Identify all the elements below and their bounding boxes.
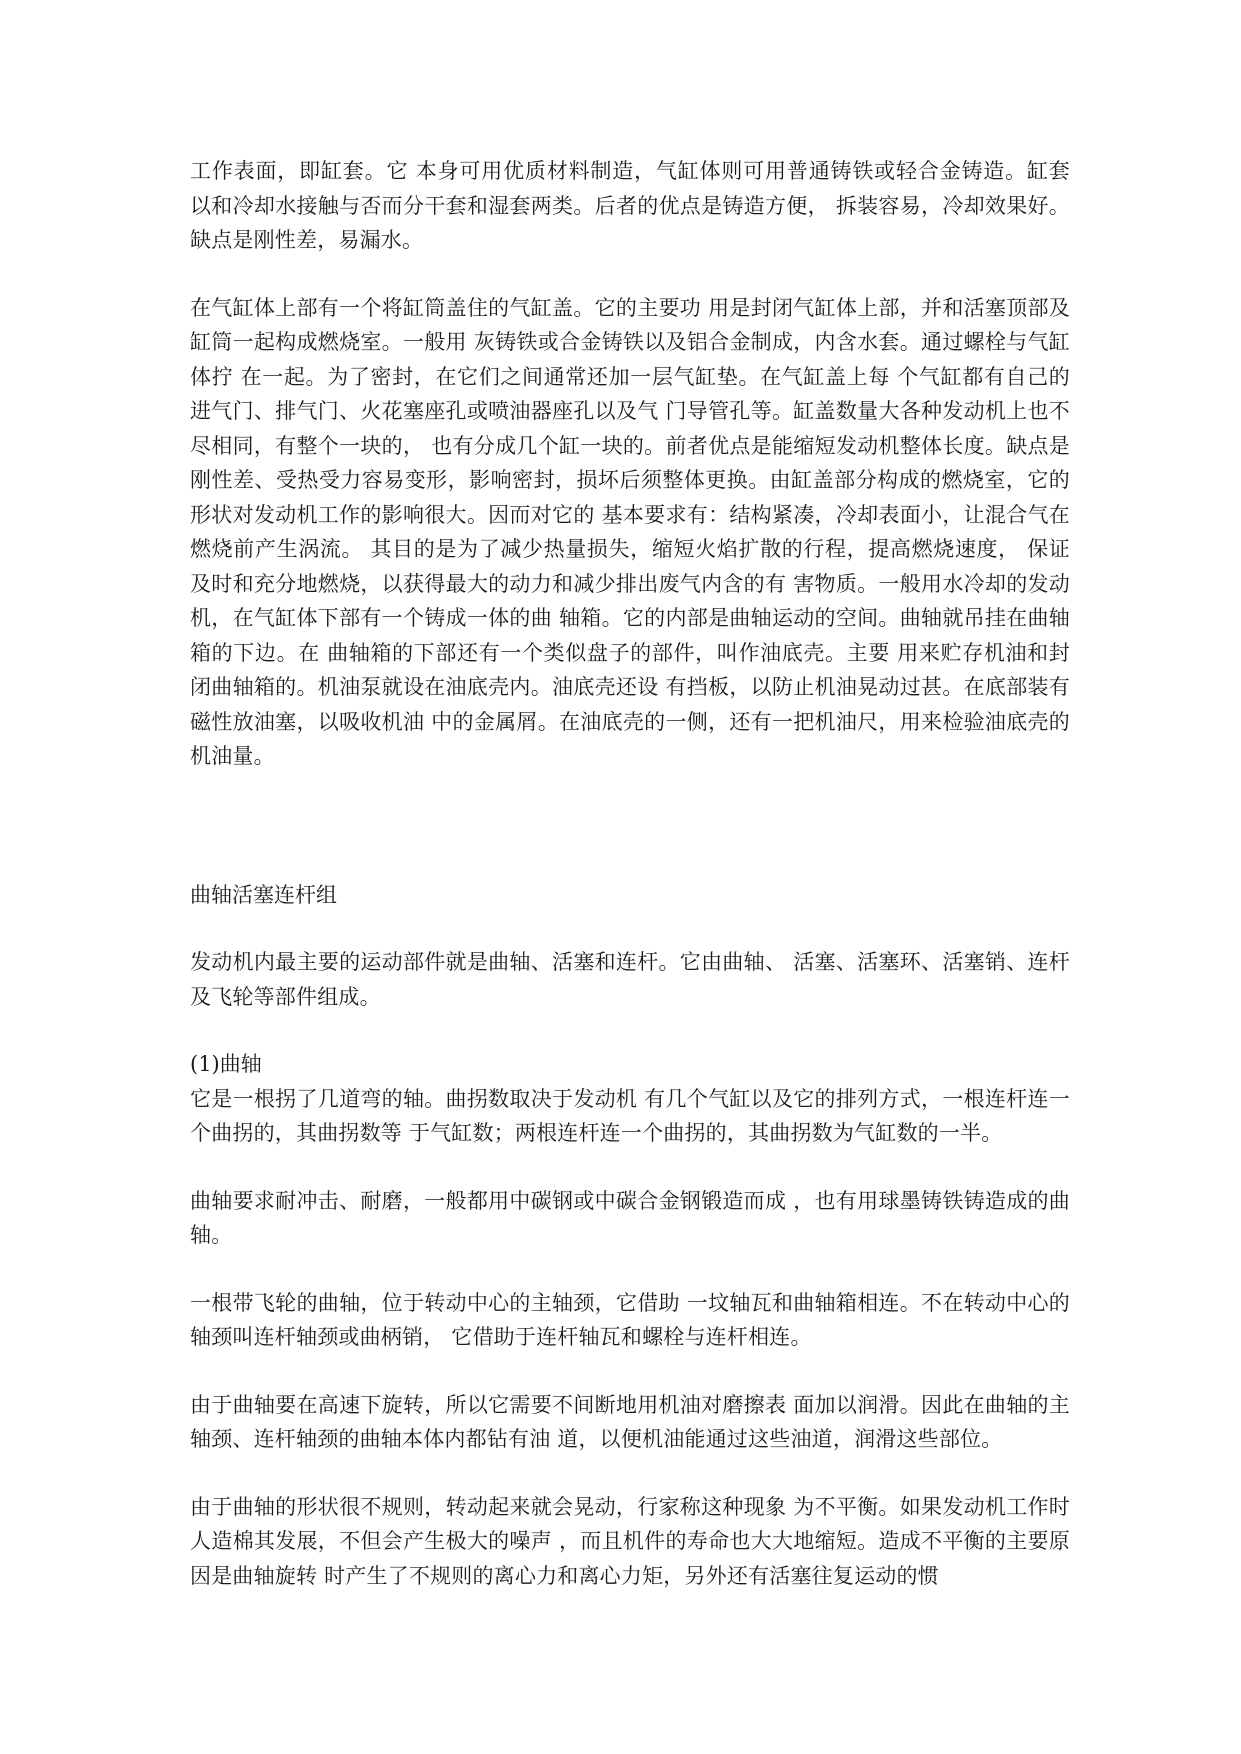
- paragraph-spacer: [190, 1253, 1070, 1286]
- paragraph-crankshaft-definition: 它是一根拐了几道弯的轴。曲拐数取决于发动机 有几个气缸以及它的排列方式，一根连杆连一个曲拐的，其曲拐数等 于气缸数；两根连杆连一个曲拐的，其曲拐数为气缸数的一半。: [190, 1086, 1070, 1145]
- paragraph-spacer: [190, 1151, 1070, 1184]
- paragraph-spacer: [190, 1355, 1070, 1388]
- paragraph-moving-parts: 发动机内最主要的运动部件就是曲轴、活塞和连杆。它由曲轴、 活塞、活塞环、活塞销、连杆及飞轮等部件组成。: [190, 950, 1070, 1009]
- paragraph-cylinder-head: 在气缸体上部有一个将缸筒盖住的气缸盖。它的主要功 用是封闭气缸体上部，并和活塞顶部及缸筒一起构成燃烧室。一般用 灰铸铁或合金铸铁以及铝合金制成，内含水套。通过螺栓与气缸体拧 在一起。为了密封，在它们之间通常还加一层气缸垫。在气缸盖上每 个气缸都有自己的进气门、排气门、火花塞座孔或喷油器座孔以及气 门导管孔等。缸盖数量大各种发动机上也不尽相同，有整个一块的， 也有分成几个缸一块的。前者优点是能缩短发动机整体长度。缺点是 刚性差、受热受力容易变形，影响密封，损坏后须整体更换。由缸盖部分构成的燃烧室，它的形状对发动机工作的影响很大。因而对它的 基本要求有：结构紧凑，冷却表面小，让混合气在燃烧前产生涡流。 其目的是为了减少热量损失，缩短火焰扩散的行程，提高燃烧速度， 保证及时和充分地燃烧，以获得最大的动力和减少排出废气内含的有 害物质。一般用水冷却的发动机，在气缸体下部有一个铸成一体的曲 轴箱。它的内部是曲轴运动的空间。曲轴就吊挂在曲轴箱的下边。在 曲轴箱的下部还有一个类似盘子的部件，叫作油底壳。主要 用来贮存机油和封闭曲轴箱的。机油泵就设在油底壳内。油底壳还设 有挡板，以防止机油晃动过甚。在底部装有磁性放油塞，以吸收机油 中的金属屑。在油底壳的一侧，还有一把机油尺，用来检验油底壳的 机油量。: [190, 295, 1070, 768]
- paragraph-crankshaft-journals: 一根带飞轮的曲轴，位于转动中心的主轴颈，它借助 一坟轴瓦和曲轴箱相连。不在转动中心的轴颈叫连杆轴颈或曲柄销， 它借助于连杆轴瓦和螺栓与连杆相连。: [190, 1290, 1070, 1349]
- paragraph-spacer: [190, 258, 1070, 291]
- paragraph-spacer: [190, 912, 1070, 945]
- sub-section-title: (1)曲轴: [190, 1052, 262, 1076]
- paragraph-cylinder-liner: 工作表面，即缸套。它 本身可用优质材料制造，气缸体则可用普通铸铁或轻合金铸造。缸套 以和冷却水接触与否而分干套和湿套两类。后者的优点是铸造方便， 拆装容易，冷却效果好。缺点是刚性差，易漏水。: [190, 159, 1070, 252]
- paragraph-crankshaft-lubrication: 由于曲轴要在高速下旋转，所以它需要不间断地用机油对磨擦表 面加以润滑。因此在曲轴的主轴颈、连杆轴颈的曲轴本体内都钻有油 道，以便机油能通过这些油道，润滑这些部位。: [190, 1392, 1070, 1451]
- paragraph-spacer: [190, 1457, 1070, 1490]
- document-page: [190, 154, 1070, 1593]
- paragraph-spacer: [190, 1014, 1070, 1047]
- section-title: 曲轴活塞连杆组: [190, 882, 337, 907]
- paragraph-crankshaft-material: 曲轴要求耐冲击、耐磨，一般都用中碳钢或中碳合金钢锻造而成 ，也有用球墨铸铁铸造成的曲轴。: [190, 1188, 1070, 1247]
- section-spacer: [190, 774, 1070, 878]
- paragraph-crankshaft-balance: 由于曲轴的形状很不规则，转动起来就会晃动，行家称这种现象 为不平衡。如果发动机工作时人造棉其发展，不但会产生极大的噪声 ，而且机件的寿命也大大地缩短。造成不平衡的主要原因是曲轴旋转 时产生了不规则的离心力和离心力矩，另外还有活塞往复运动的惯: [190, 1494, 1070, 1588]
